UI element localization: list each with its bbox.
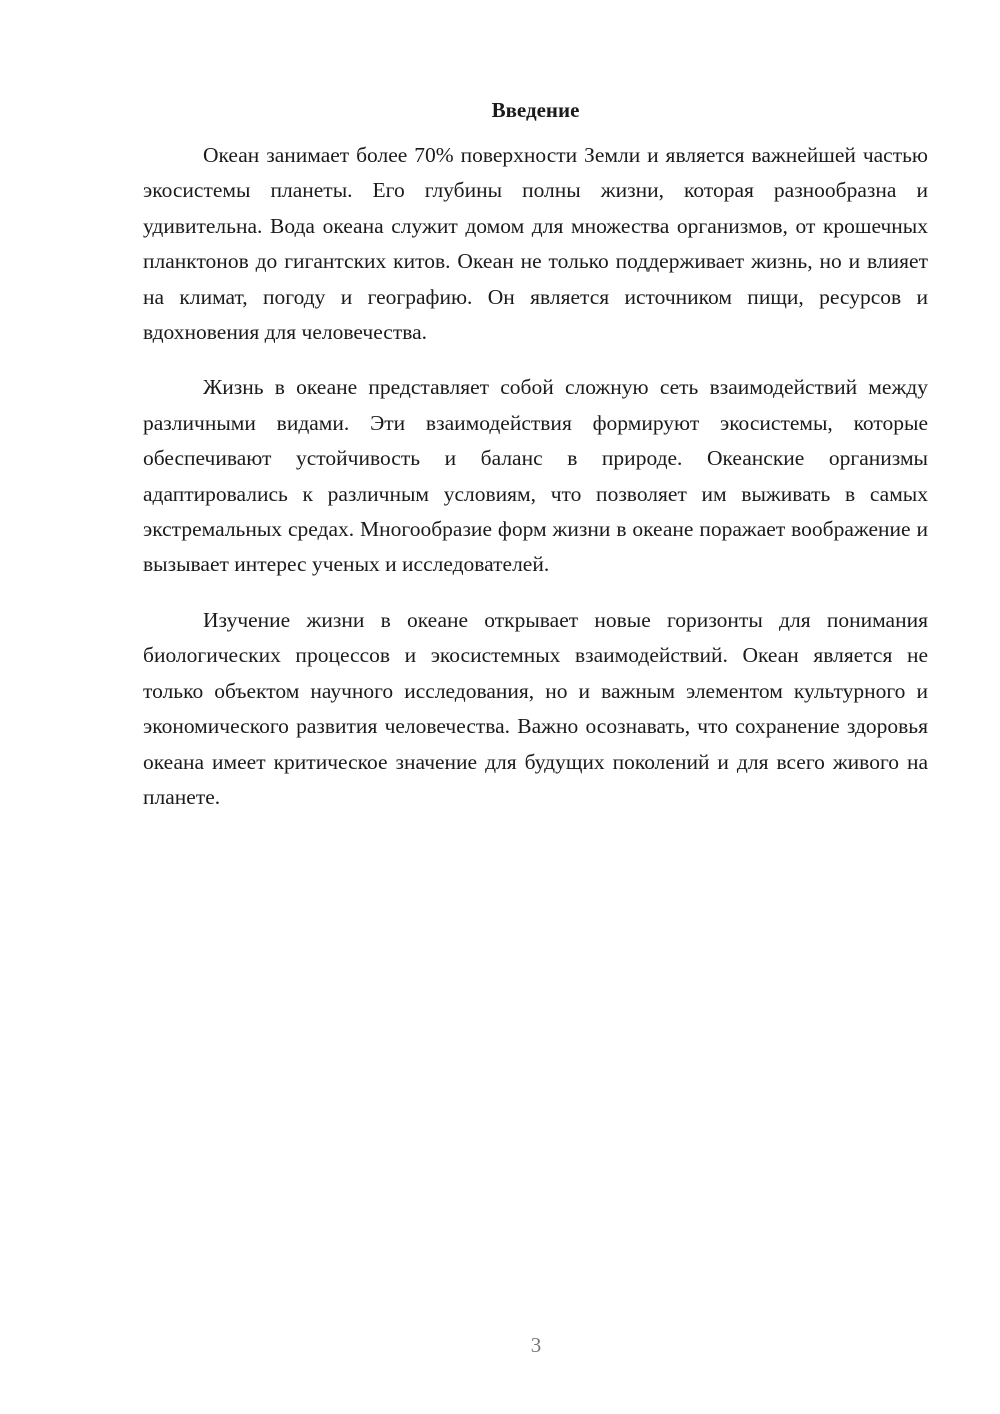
- section-title: Введение: [491, 98, 580, 122]
- page-content: [143, 94, 928, 835]
- paragraph-2: Жизнь в океане представляет собой сложную сеть взаимодействий между различными видами. Эти взаимодействия формируют экосистемы, которые обеспечивают устойчивость и баланс в природе. Океанские организмы адаптировались к различным условиям, что позволяет им выживать в самых экстремальных средах. Многообразие форм жизни в океане поражает воображение и вызывает интерес ученых и исследователей.: [143, 375, 928, 577]
- paragraph-1: Океан занимает более 70% поверхности Земли и является важнейшей частью экосистемы планеты. Его глубины полны жизни, которая разнообразна и удивительна. Вода океана служит домом для множества организмов, от крошечных планктонов до гигантских китов. Океан не только поддерживает жизнь, но и влияет на климат, погоду и географию. Он является источником пищи, ресурсов и вдохновения для человечества.: [143, 143, 928, 345]
- page-number: 3: [530, 1333, 542, 1357]
- paragraph-3: Изучение жизни в океане открывает новые горизонты для понимания биологических процессов и экосистемных взаимодействий. Океан является не только объектом научного исследования, но и важным элементом культурного и экономического развития человечества. Важно осознавать, что сохранение здоровья океана имеет критическое значение для будущих поколений и для всего живого на планете.: [143, 607, 928, 809]
